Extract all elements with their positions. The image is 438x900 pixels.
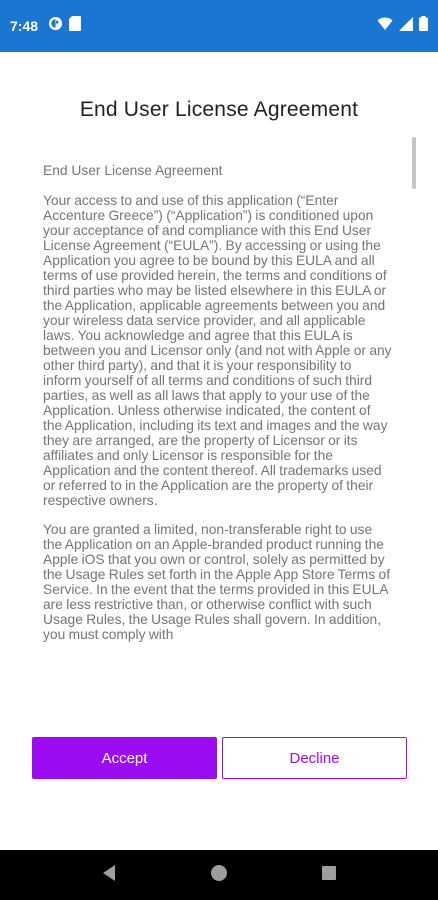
status-time: 7:48 — [10, 18, 39, 34]
navigation-bar — [0, 850, 438, 900]
scrollbar-thumb[interactable] — [412, 137, 416, 189]
sd-card-icon — [69, 16, 81, 36]
signal-icon — [399, 17, 413, 36]
eula-heading: End User License Agreement — [43, 163, 223, 178]
battery-icon — [419, 16, 428, 36]
status-right-icons — [377, 16, 428, 36]
back-icon[interactable] — [101, 864, 117, 887]
page-title: End User License Agreement — [79, 98, 359, 121]
status-left-icons — [48, 16, 81, 36]
app-notification-icon — [48, 16, 63, 36]
recents-icon[interactable] — [321, 865, 337, 886]
eula-paragraph: You are granted a limited, non-transferable right to use the Application on an Apple-branded product running the Apple iOS that you own or control, solely as permitted by the Usage Rules set forth in the Apple App Store Terms of Service. In the event that the terms provided in this EULA are less restrictive than, or otherwise conflict with such Usage Rules, the Usage Rules shall govern. In addition, you must comply with — [43, 522, 391, 642]
status-bar — [0, 0, 438, 52]
home-icon[interactable] — [210, 864, 228, 887]
wifi-icon — [377, 17, 393, 36]
accept-button[interactable]: Accept — [32, 737, 217, 779]
eula-text-scroll-area[interactable] — [43, 160, 393, 708]
eula-paragraph: Your access to and use of this application (“Enter Accenture Greece”) (“Application”) is conditioned upon your acceptance of and compliance with this End User License Agreement (“EULA”). By accessing or using the Application you agree to be bound by this EULA and all terms of use provided herein, the terms and conditions of third parties who may be listed elsewhere in this EULA or the Application, applicable agreements between you and your wireless data service provider, and all applicable laws. You acknowledge and agree that this EULA is between you and Licensor only (and not with Apple or any other third party), and that it is your responsibility to inform yourself of all terms and conditions of such third parties, as well as all laws that apply to your use of the Application. Unless otherwise indicated, the content of the Application, including its text and images and the way they are arranged, are the property of Licensor or its affiliates and only Licensor is responsible for the Application and the content thereof. All trademarks used or referred to in the Application are the property of their respective owners. — [43, 193, 392, 508]
decline-button[interactable]: Decline — [222, 737, 407, 779]
